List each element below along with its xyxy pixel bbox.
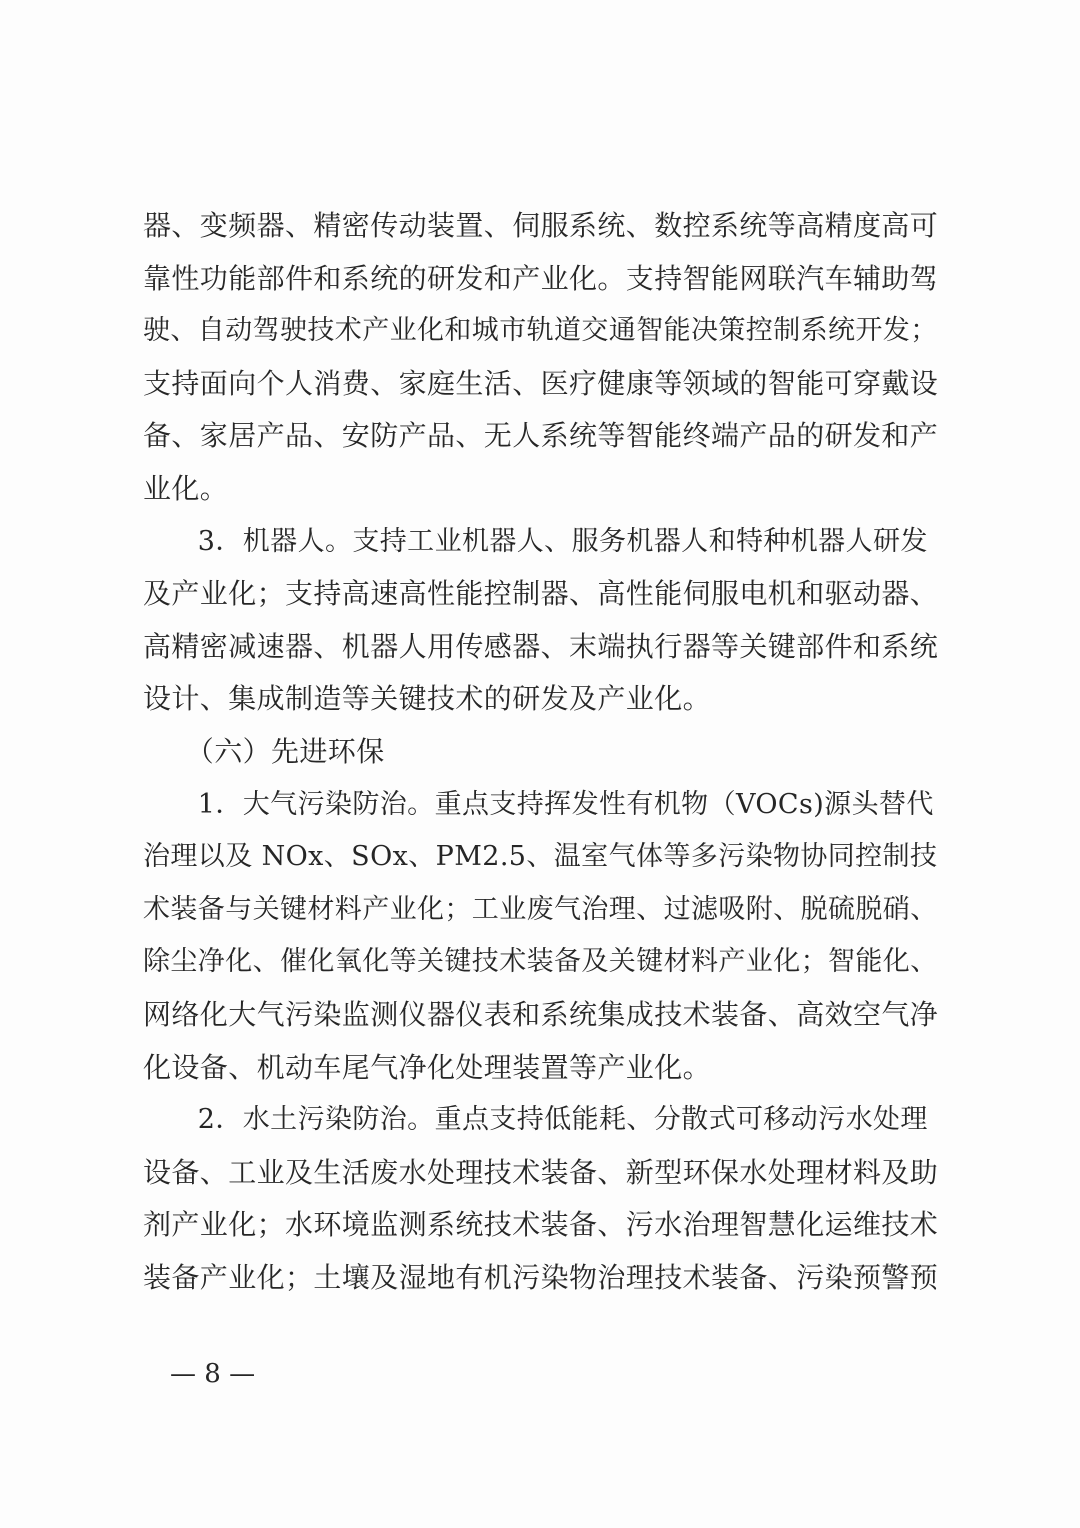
text-line: 化设备、机动车尾气净化处理装置等产业化。 bbox=[143, 1050, 712, 1084]
text-line: 器、变频器、精密传动装置、伺服系统、数控系统等高精度高可 bbox=[143, 209, 939, 242]
text-line: 治理以及 NOx、SOx、PM2.5、温室气体等多污染物协同控制技 bbox=[143, 841, 938, 873]
section-heading: （六）先进环保 bbox=[143, 734, 385, 768]
text-line: 备、家居产品、安防产品、无人系统等智能终端产品的研发和产 bbox=[143, 419, 939, 453]
text-line: 支持面向个人消费、家庭生活、医疗健康等领域的智能可穿戴设 bbox=[143, 366, 939, 400]
text-line: 1．大气污染防治。重点支持挥发性有机物（VOCs)源头替代 bbox=[143, 788, 934, 820]
body-text bbox=[143, 205, 939, 1309]
text-line: 3．机器人。支持工业机器人、服务机器人和特种机器人研发 bbox=[143, 525, 928, 557]
text-line: 2．水土污染防治。重点支持低能耗、分散式可移动污水处理 bbox=[143, 1104, 928, 1136]
text-line: 设备、工业及生活废水处理技术装备、新型环保水处理材料及助 bbox=[143, 1155, 939, 1189]
text-line: 设计、集成制造等关键技术的研发及产业化。 bbox=[143, 682, 712, 716]
text-line: 高精密减速器、机器人用传感器、末端执行器等关键部件和系统 bbox=[143, 629, 939, 663]
text-line: 及产业化；支持高速高性能控制器、高性能伺服电机和驱动器、 bbox=[143, 577, 939, 611]
text-line: 驶、自动驾驶技术产业化和城市轨道交通智能决策控制系统开发； bbox=[143, 315, 938, 347]
text-line: 除尘净化、催化氧化等关键技术装备及关键材料产业化；智能化、 bbox=[143, 946, 938, 978]
page-number: — 8 — bbox=[170, 1359, 256, 1389]
text-line: 业化。 bbox=[143, 471, 229, 505]
text-line: 术装备与关键材料产业化；工业废气治理、过滤吸附、脱硫脱硝、 bbox=[143, 893, 938, 925]
text-line: 剂产业化；水环境监测系统技术装备、污水治理智慧化运维技术 bbox=[143, 1208, 939, 1242]
text-line: 靠性功能部件和系统的研发和产业化。支持智能网联汽车辅助驾 bbox=[143, 261, 939, 295]
text-line: 网络化大气污染监测仪器仪表和系统集成技术装备、高效空气净 bbox=[143, 997, 939, 1031]
text-line: 装备产业化；土壤及湿地有机污染物治理技术装备、污染预警预 bbox=[143, 1260, 939, 1294]
